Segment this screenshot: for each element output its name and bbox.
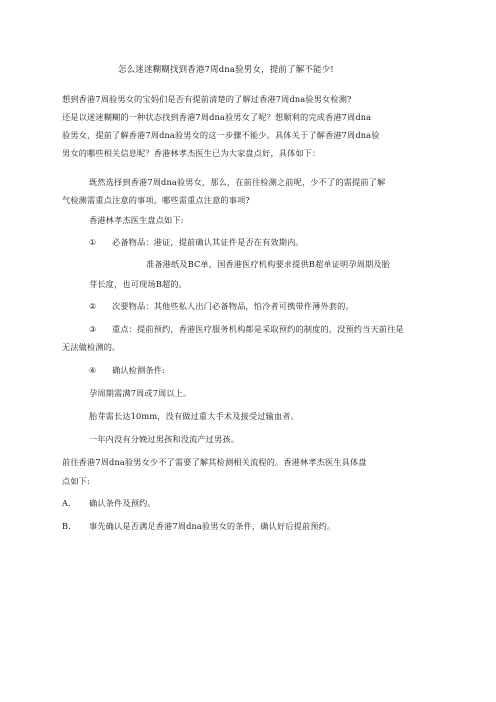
para3-line-1: 前往香港7周dna验男女少不了需要了解其检测相关流程的。香港林孝杰医生具体盘 xyxy=(62,457,367,467)
para3-line-2: 点如下: xyxy=(62,476,90,486)
intro-line-2: 还是以迷迷糊糊的一种状态找到香港7周dna验男女了呢？想顺利的完成香港7周dna xyxy=(62,112,372,122)
step-a-text: 确认条件及预约。 xyxy=(89,498,156,508)
item-4-line-1: 重点：提前预约，香港医疗服务机构都是采取预约的制度的，没预约当天前往是 xyxy=(112,324,404,334)
item-1-marker: ① xyxy=(89,237,97,247)
condition-1: 孕周期需满7周或7周以上。 xyxy=(89,388,192,398)
intro-line-1: 想到香港7周验男女的宝妈们是否有提前清楚的了解过香港7周dna验男女检测? xyxy=(62,94,352,104)
item-5-text: 确认检测条件: xyxy=(112,365,165,375)
item-2-line-1: 准备港纸及BC单，国香港医疗机构要求提供B超单证明孕周期及胎 xyxy=(146,259,391,269)
step-b-marker: B. xyxy=(62,521,71,531)
intro-line-3: 验男女，提前了解香港7周dna验男女的这一步骤不能少。具体关于了解香港7周dna验 xyxy=(62,130,380,140)
document-title: 怎么迷迷糊糊找到香港7周dna验男女，提前了解不能少! xyxy=(118,65,334,75)
item-3-marker: ② xyxy=(89,301,97,311)
item-3-text: 次要物品：其他些私人出门必备物品，怕冷者可携带件薄外套的。 xyxy=(112,301,354,311)
condition-2: 胎芽需长达10mm，没有做过重大手术及接受过输血者。 xyxy=(89,411,299,421)
item-4-line-2: 无法做检测的。 xyxy=(62,342,121,352)
step-a-marker: A. xyxy=(62,498,71,508)
item-4-marker: ③ xyxy=(89,324,97,334)
item-5-marker: ④ xyxy=(89,365,97,375)
step-b-text: 事先确认是否满足香港7周dna验男女的条件，确认好后提前预约。 xyxy=(89,521,336,531)
item-1-text: 必备物品：港证，提前确认其证件是否在有效期内。 xyxy=(112,237,304,247)
condition-3: 一年内没有分娩过男孩和没流产过男孩。 xyxy=(89,434,240,444)
summary-intro: 香港林孝杰医生盘点如下: xyxy=(89,215,184,225)
intro-line-4: 男女的哪些相关信息呢？香港林孝杰医生已为大家盘点好，具体如下： xyxy=(62,148,321,158)
para2-line-1: 既然选择到香港7周dna验男女，那么，在前往检测之前呢，少不了的需提前了解 xyxy=(89,177,386,187)
para2-line-2: 气检测需重点注意的事项。哪些需重点注意的事项? xyxy=(62,195,250,205)
item-2-line-2: 芽长度，也可现场B超的。 xyxy=(89,279,187,289)
